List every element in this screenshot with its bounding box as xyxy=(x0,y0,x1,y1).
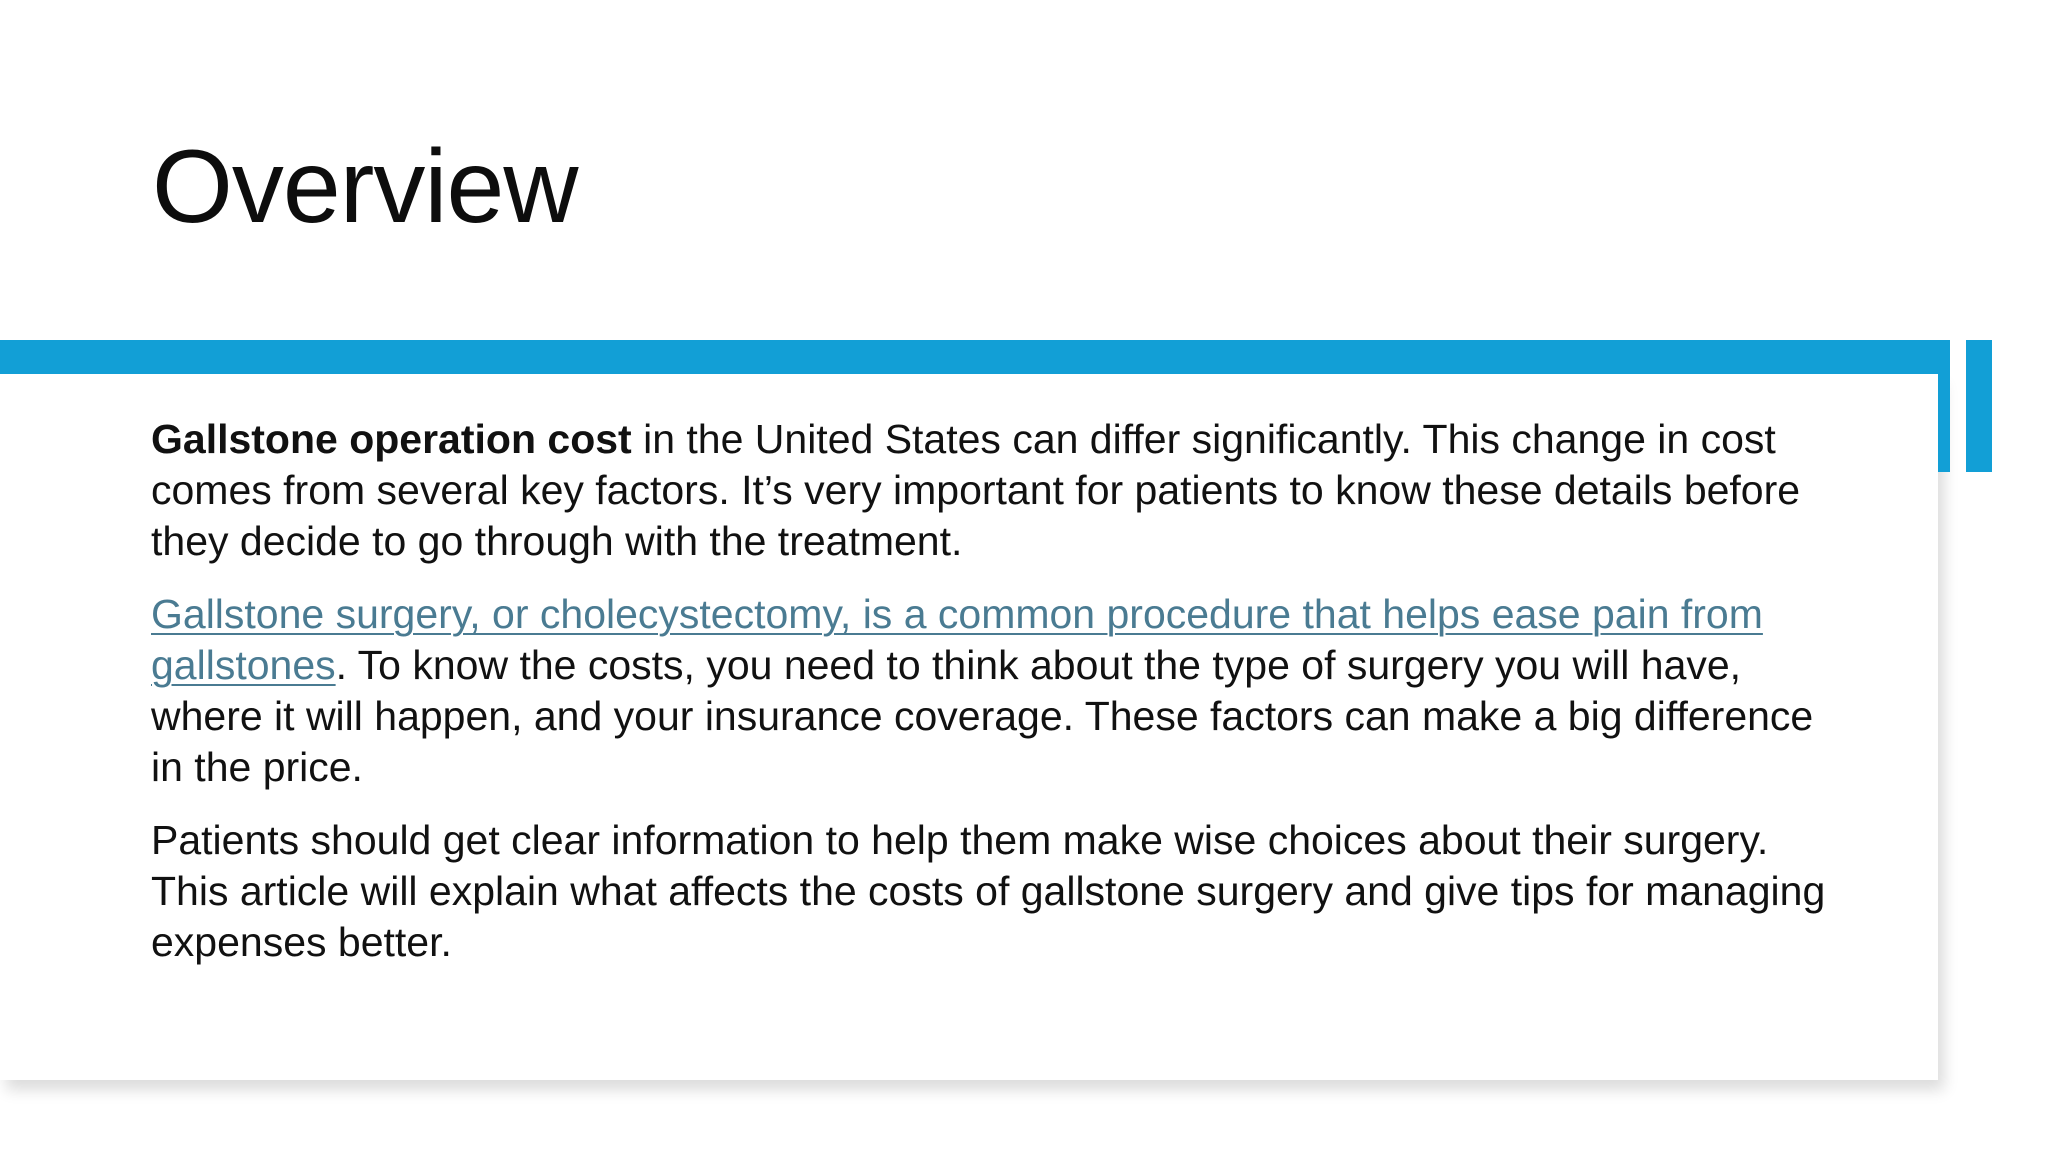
paragraph-intro xyxy=(151,414,1851,567)
bold-lead-text: Gallstone operation cost xyxy=(151,416,632,462)
accent-stripe xyxy=(1966,340,1992,472)
paragraph-patients-text: Patients should get clear information to help them make wise choices about their surgery. This article will explain what affects the costs of gallstone surgery and give tips for managing expenses better. xyxy=(151,817,1826,965)
slide-body xyxy=(151,414,1851,990)
paragraph-costs xyxy=(151,589,1851,793)
paragraph-costs-text: . To know the costs, you need to think about the type of surgery you will have, where it will happen, and your insurance coverage. These factors can make a big difference in the price. xyxy=(151,642,1814,790)
accent-bar xyxy=(0,340,1950,374)
slide-title: Overview xyxy=(152,129,578,245)
gallstone-surgery-link[interactable]: Gallstone surgery, or cholecystectomy, is a common procedure that helps ease pain from gallstones xyxy=(151,591,1763,688)
paragraph-intro-text: in the United States can differ significantly. This change in cost comes from several key factors. It’s very important for patients to know these details before they decide to go through with the treatment. xyxy=(151,416,1801,564)
paragraph-patients xyxy=(151,815,1851,968)
accent-bar-corner xyxy=(1938,340,1950,472)
